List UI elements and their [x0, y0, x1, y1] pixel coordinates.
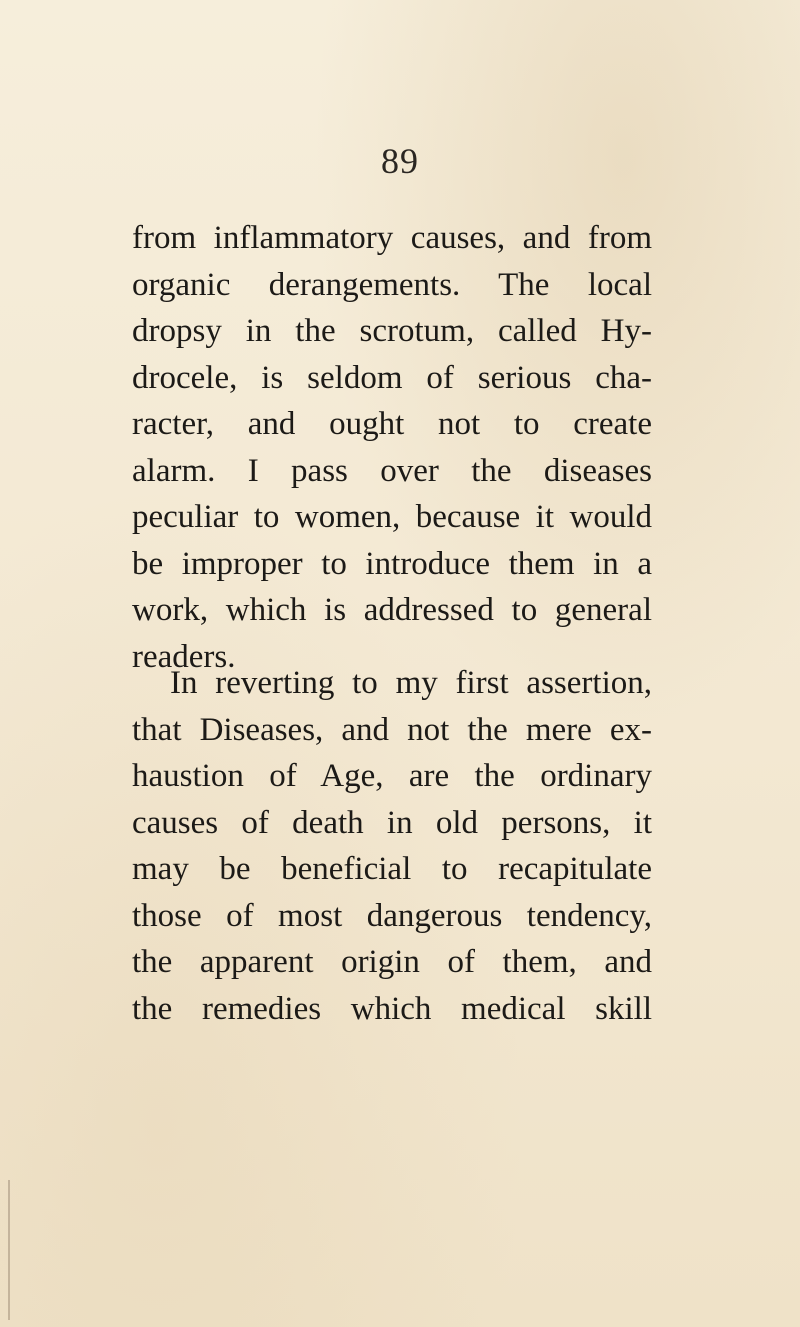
text-line: peculiar to women, because it would [132, 499, 652, 535]
text-line: readers. [132, 638, 236, 675]
text-line: dropsy in the scrotum, called Hy- [132, 313, 652, 349]
text-line: the apparent origin of them, and [132, 944, 652, 980]
text-line: work, which is addressed to general [132, 592, 652, 628]
text-line: from inflammatory causes, and from [132, 220, 652, 256]
page-number: 89 [381, 141, 419, 181]
text-line: organic derangements. The local [132, 266, 652, 303]
text-line: alarm. I pass over the diseases [132, 452, 652, 489]
text-line: be improper to introduce them in a [132, 545, 652, 582]
text-line: that Diseases, and not the mere ex- [132, 711, 652, 748]
text-line: drocele, is seldom of serious cha- [132, 359, 652, 396]
paragraph-1 [132, 215, 652, 680]
text-line: haustion of Age, are the ordinary [132, 758, 652, 794]
text-line: causes of death in old persons, it [132, 804, 652, 841]
text-line: those of most dangerous tendency, [132, 897, 652, 934]
text-line: In reverting to my first assertion, [170, 665, 652, 701]
text-line: the remedies which medical skill [132, 990, 652, 1027]
text-line: racter, and ought not to create [132, 406, 652, 442]
page-edge-shadow [8, 1180, 10, 1320]
text-line: may be beneficial to recapitulate [132, 851, 652, 887]
paragraph-2 [132, 660, 652, 1032]
